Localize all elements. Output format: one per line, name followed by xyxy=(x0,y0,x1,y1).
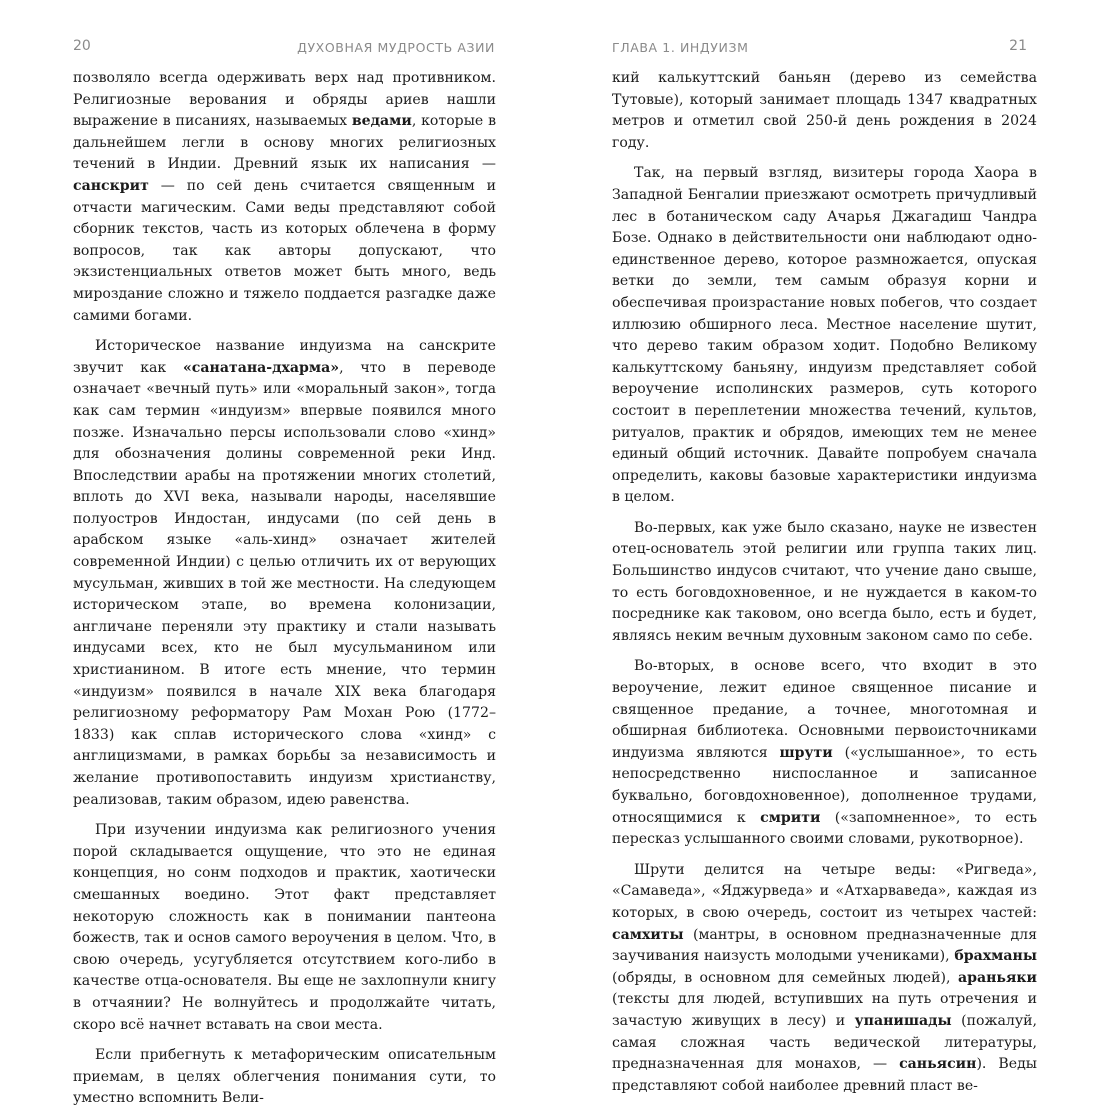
right-page xyxy=(550,0,1100,1094)
paragraph xyxy=(612,860,1037,1098)
text-run: (обряды, в основном для семейных людей), xyxy=(612,969,958,986)
bold-term: смрити xyxy=(760,809,821,826)
bold-term: ведами xyxy=(351,113,412,130)
paragraph xyxy=(612,68,1037,154)
text-run: Шрути делится на четыре веды: «Ригведа», «Самаведа», «Яджурведа» и «Атхарваведа», каждая из которых, в свою очередь, состоит из четырех частей: xyxy=(612,861,1037,921)
left-page xyxy=(0,0,550,1107)
running-head: ГЛАВА 1. ИНДУИЗМ xyxy=(612,40,749,55)
paragraph xyxy=(73,1045,496,1110)
text-run: Историческое название индуизма на санскрите звучит как xyxy=(73,338,496,376)
text-run: , что в переводе означает «вечный путь» или «моральный закон», тогда как сам термин «индуизм» впервые появился много позже. Изначально персы использовали слово «хинд» для обозначения долины современной реки Инд. Впоследствии арабы на протяжении многих столетий, вплоть до XVI века, называли народы, населявшие полуостров Индостан, индусами (по сей день в арабском языке «аль-хинд» означает жителей современной Индии) с целью отличить их от верующих мусульман, живших в той же местности. На следующем историческом этапе, во времена колонизации, англичане переняли эту практику и стали называть индусами всех, кто не был мусульманином или христианином. В итоге есть мнение, что термин «индуизм» появился в начале XIX века благодаря религиозному реформатору Рам Мохан Рою (1772–1833) как сплав исторического слова «хинд» с англицизмами, в рамках борьбы за независимость и желание противопоставить индуизм христианству, реализовав, таким образом, идею равенства. xyxy=(73,359,496,808)
bold-term: брахманы xyxy=(954,948,1037,965)
text-run: («запомненное», то есть пересказ услышанного своими словами, рукотворное). xyxy=(612,809,1037,848)
text-run: (пожалуй, самая сложная часть ведической литературы, предназначенная для монахов, — xyxy=(612,1012,1037,1073)
text-run: (тексты для людей, вступивших на путь отречения и зачастую живущих в лесу) и xyxy=(612,991,1037,1029)
paragraph xyxy=(73,68,496,327)
bold-term: шрути xyxy=(779,744,833,761)
paragraph xyxy=(612,656,1037,850)
text-run: , которые в дальнейшем легли в основу многих религиозных течений в Индии. Древний язык их написания — xyxy=(73,113,496,173)
text-run: — по сей день считается священным и отчасти магическим. Сами веды представляют собой сборник текстов, часть из которых облечена в форму вопросов, так как авторы допускают, что экзистенциальных ответов может быть много, ведь мироздание сложно и тяжело поддается разгадке даже самими богами. xyxy=(73,177,496,324)
paragraph xyxy=(73,336,496,811)
page-body xyxy=(612,68,1037,1097)
page-number: 20 xyxy=(73,38,91,54)
paragraph xyxy=(612,518,1037,648)
page-number: 21 xyxy=(1009,38,1027,54)
bold-term: «санатана-дхарма» xyxy=(183,359,340,376)
bold-term: санскрит xyxy=(73,177,149,194)
text-run: При изучении индуизма как религиозного учения порой складывается ощущение, что это не единая концепция, но сонм подходов и практик, хаотически смешанных воедино. Этот факт представляет некоторую сложность как в понимании пантеона божеств, так и основ самого вероучения в целом. Что, в свою очередь, усугубляется отсутствием кого-либо в качестве отца-основателя. Вы еще не захлопнули книгу в отчаянии? Не волнуйтесь и продолжайте читать, скоро всё начнет вставать на свои места. xyxy=(73,822,496,1033)
paragraph xyxy=(612,163,1037,509)
text-run: Во-первых, как уже было сказано, науке не известен отец-основатель этой религии или группа таких лиц. Большинство индусов считают, что учение дано свыше, то есть боговдохновенное, и не нуждается в каком-то посреднике как таковом, оно всегда было, есть и будет, являясь неким вечным духовным законом само по себе. xyxy=(612,519,1037,644)
text-run: позволяло всегда одерживать верх над противником. Религиозные верования и обряды ариев нашли выражение в писаниях, называемых xyxy=(73,70,496,130)
text-run: кий калькуттский баньян (дерево из семейства Тутовые), который занимает площадь 1347 квадратных метров и отметил свой 250-й день рождения в 2024 году. xyxy=(612,70,1037,151)
bold-term: араньяки xyxy=(957,969,1037,986)
bold-term: самхиты xyxy=(612,926,684,943)
bold-term: саньясин xyxy=(899,1056,977,1073)
text-run: Так, на первый взгляд, визитеры города Хаора в Западной Бенгалии приезжают осмотреть причудливый лес в ботаническом саду Ачарья Джагадиш Чандра Бозе. Однако в действительности они наблюдают одно-единственное дерево, которое размножается, опуская ветки до земли, тем самым образуя корни и обеспечивая произрастание новых побегов, что создает иллюзию обширного леса. Местное население шутит, что дерево таким образом ходит. Подобно Великому калькуттскому баньяну, индуизм представляет собой вероучение исполинских размеров, суть которого состоит в переплетении множества течений, культов, ритуалов, практик и обрядов, имеющих тем не менее единый общий источник. Давайте попробуем сначала определить, каковы базовые характеристики индуизма в целом. xyxy=(612,165,1037,506)
text-run: ). Веды представляют собой наиболее древний пласт ве- xyxy=(612,1056,1037,1094)
running-head: ДУХОВНАЯ МУДРОСТЬ АЗИИ xyxy=(297,40,495,55)
page-body xyxy=(73,68,496,1110)
text-run: («услышанное», то есть непосредственно ниспосланное и записанное буквально, боговдохновенное), дополненное трудами, относящимися к xyxy=(612,744,1038,826)
text-run: Во-вторых, в основе всего, что входит в это вероучение, лежит единое священное писание и священное предание, а точнее, многотомная и обширная библиотека. Основными первоисточниками индуизма являются xyxy=(612,658,1037,761)
paragraph xyxy=(73,820,496,1036)
text-run: (мантры, в основном предназначенные для заучивания наизусть молодыми учениками), xyxy=(612,926,1037,965)
bold-term: упанишады xyxy=(854,1012,952,1029)
text-run: Если прибегнуть к метафорическим описательным приемам, в целях облегчения понимания сути, то уместно вспомнить Вели- xyxy=(73,1047,496,1107)
